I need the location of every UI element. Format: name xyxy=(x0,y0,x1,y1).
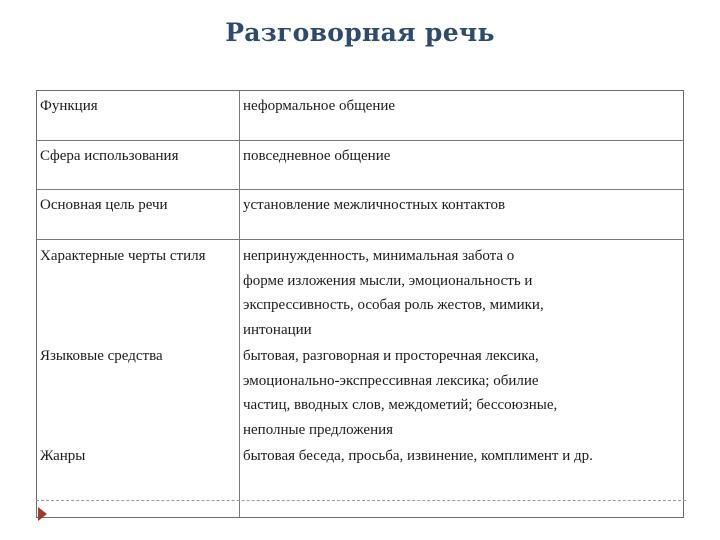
row-label: Функция xyxy=(40,98,98,114)
slide-title: Разговорная речь xyxy=(225,18,495,47)
row-value: бытовая беседа, просьба, извинение, комплимент и др. xyxy=(243,448,593,464)
row-value: бытовая, разговорная и просторечная лексика, эмоционально-экспрессивная лексика; обилие частиц, вводных слов, междометий; бессоюзные, неполные предложения xyxy=(243,348,558,438)
table-row xyxy=(37,241,683,339)
table-row xyxy=(37,141,683,190)
footer-dashed-divider xyxy=(36,500,686,501)
row-label: Сфера использования xyxy=(40,148,179,164)
row-label: Языковые средства xyxy=(40,348,163,364)
info-table xyxy=(36,90,684,518)
table-row xyxy=(37,441,683,481)
slide-marker-triangle-icon xyxy=(38,507,47,521)
table-row xyxy=(37,91,683,141)
row-value: неформальное общение xyxy=(243,98,396,114)
row-value: повседневное общение xyxy=(243,148,391,164)
row-label: Характерные черты стиля xyxy=(40,248,206,264)
row-label: Основная цель речи xyxy=(40,197,168,213)
row-value: установление межличностных контактов xyxy=(243,197,506,213)
table-row xyxy=(37,190,683,240)
table-row xyxy=(37,341,683,439)
row-value: непринужденность, минимальная забота о форме изложения мысли, эмоциональность и экспрессивность, особая роль жестов, мимики, интонации xyxy=(243,248,544,338)
row-label: Жанры xyxy=(40,448,86,464)
